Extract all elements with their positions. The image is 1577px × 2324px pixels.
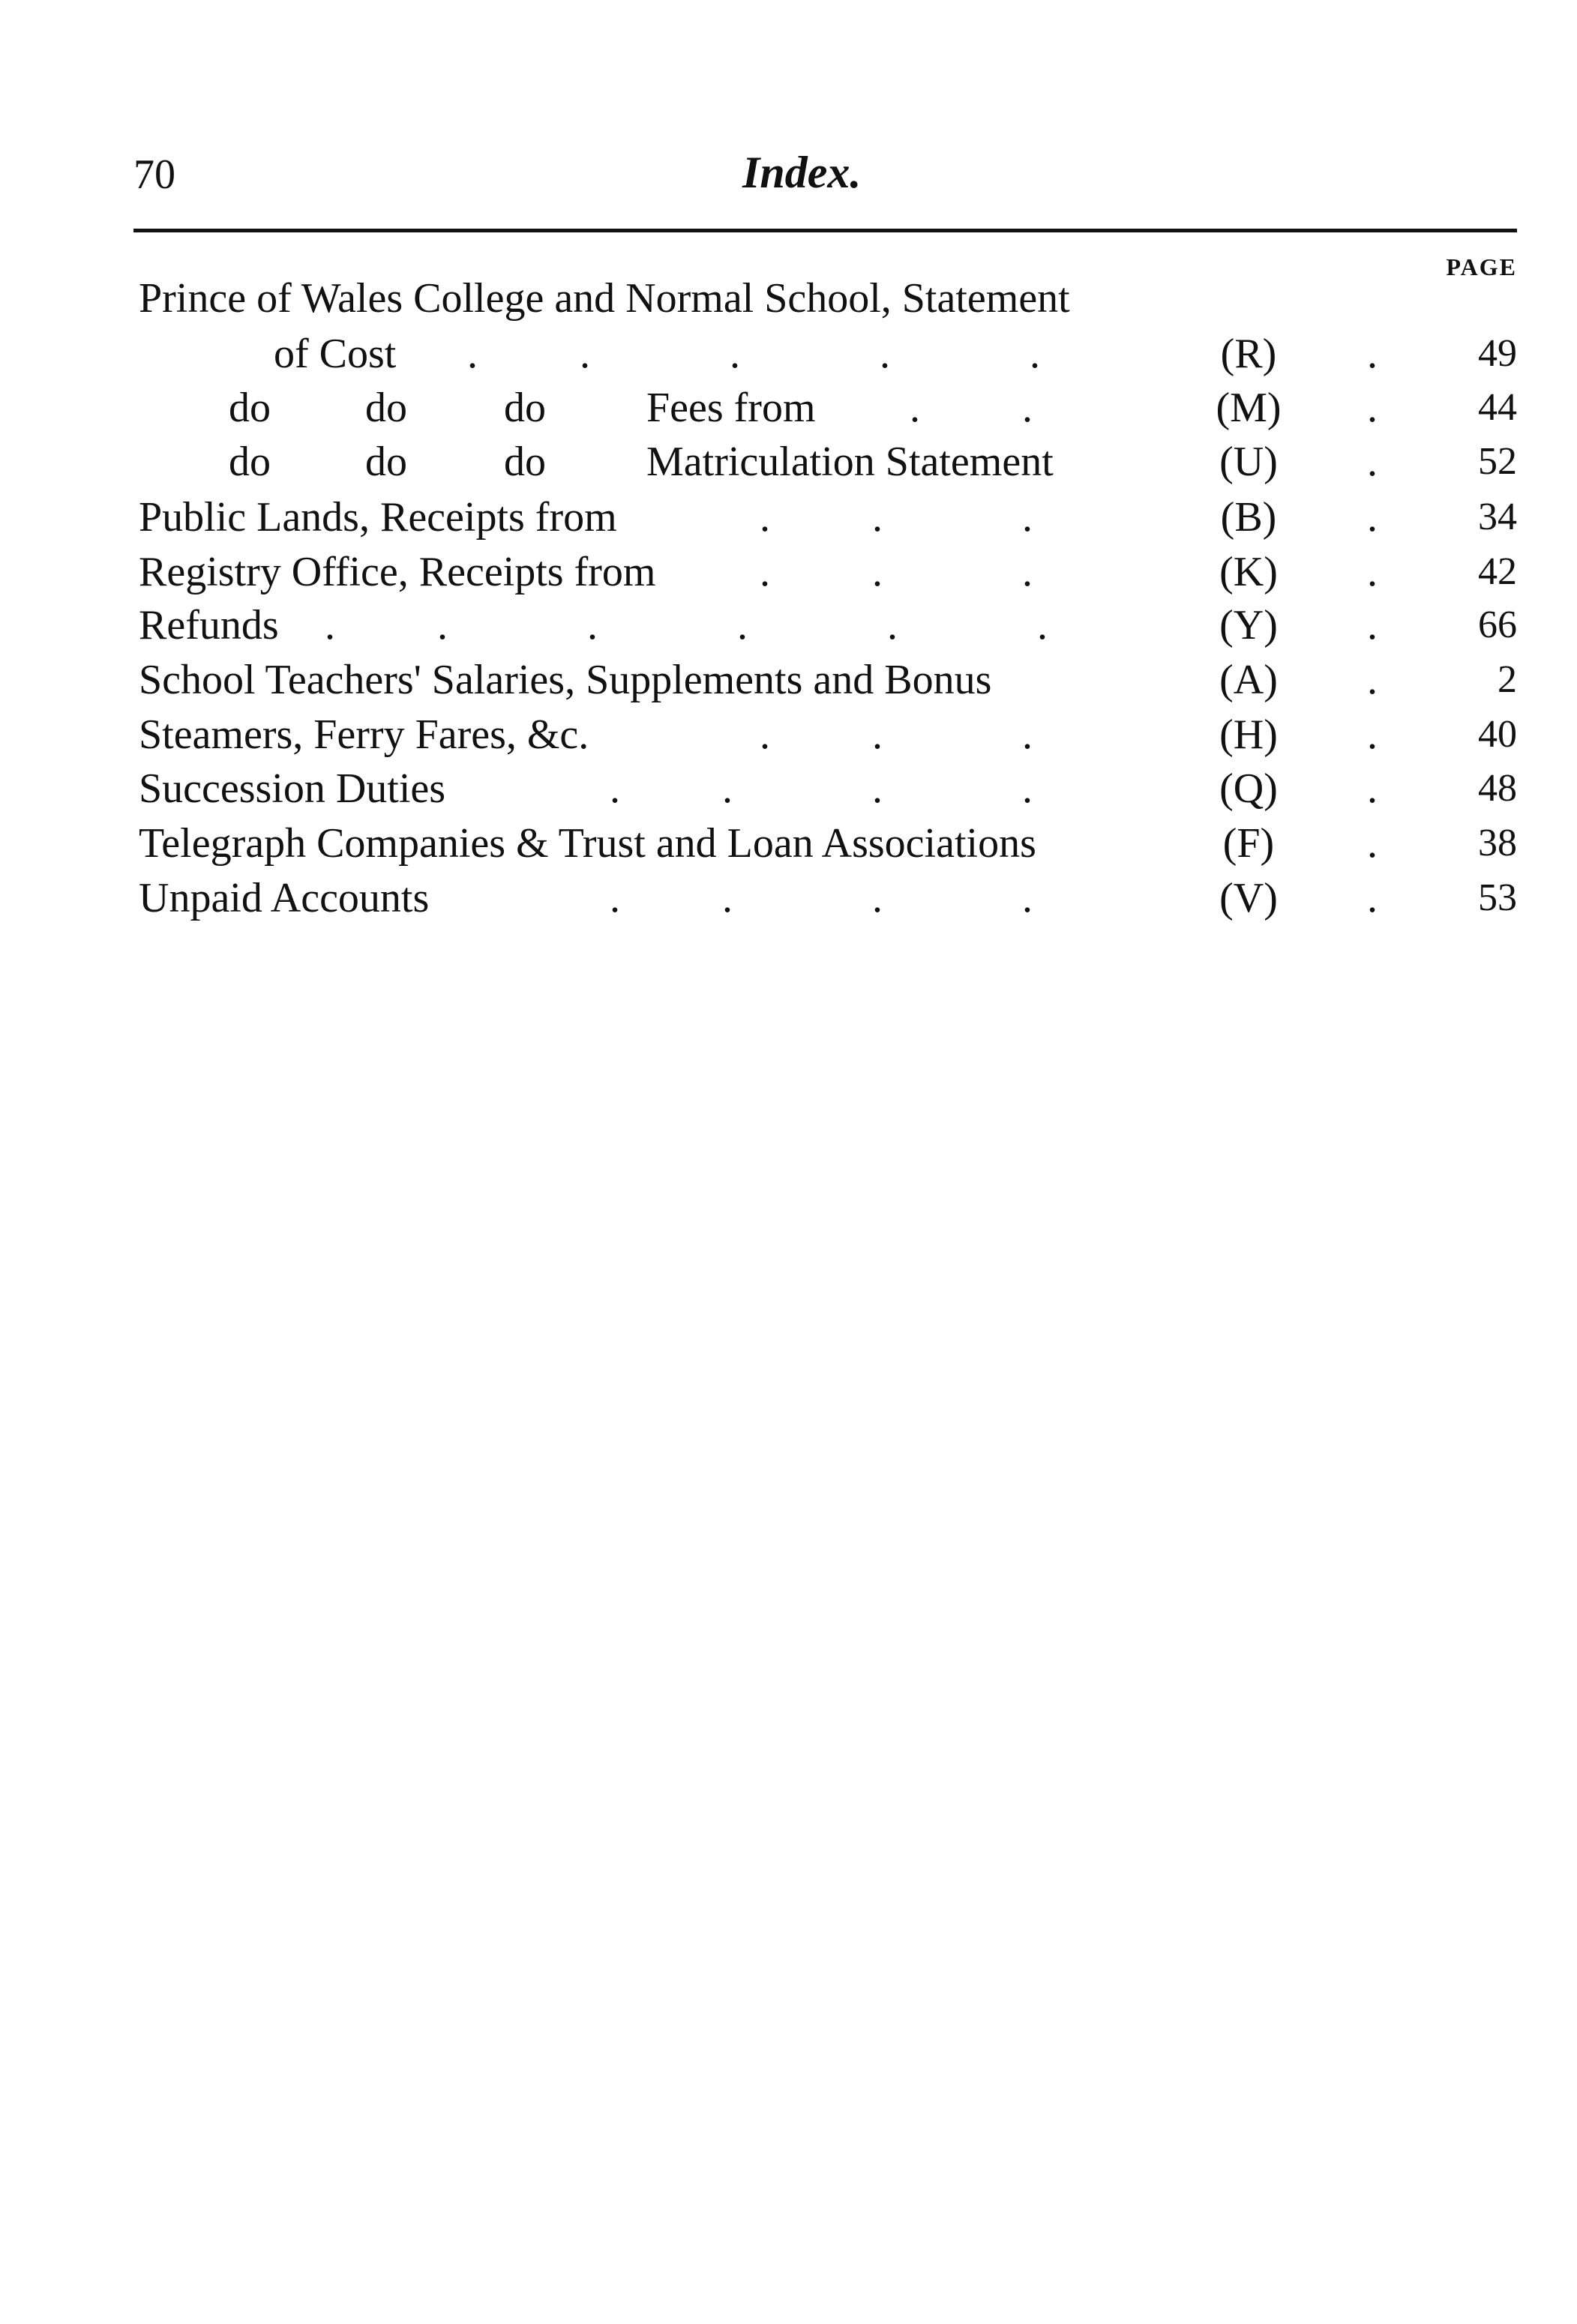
entry-reference: (B) (1220, 494, 1277, 541)
entry-page: 34 (1478, 496, 1517, 538)
entry-reference: (V) (1219, 875, 1278, 921)
entry-reference: (K) (1219, 549, 1278, 595)
ditto-mark: do (365, 439, 407, 485)
separator-dot: . (1367, 765, 1378, 812)
entry-reference: (U) (1219, 439, 1278, 485)
entry-page: 53 (1478, 876, 1517, 919)
entry-title: School Teachers' Salaries, Supplements and Bonus (139, 657, 992, 703)
index-entries (0, 0, 1577, 975)
index-entry-line (0, 381, 1577, 435)
separator-dot: . (1367, 602, 1378, 648)
dot-leaders: . . (910, 385, 1033, 431)
entry-title: Registry Office, Receipts from (139, 549, 656, 595)
separator-dot: . (1367, 820, 1378, 867)
entry-page: 49 (1478, 332, 1517, 375)
index-entry-line (0, 271, 1577, 325)
entry-page: 40 (1478, 713, 1517, 756)
ditto-mark: do (365, 385, 407, 431)
entry-reference: (R) (1220, 331, 1277, 377)
page-column-heading: PAGE (1446, 253, 1517, 280)
entry-title: Matriculation Statement (646, 439, 1054, 485)
entry-page: 52 (1478, 440, 1517, 483)
index-entry-line (0, 762, 1577, 816)
entry-reference: (F) (1222, 820, 1275, 867)
index-entry-line (0, 327, 1577, 381)
dot-leaders: . . . (760, 494, 1033, 541)
entry-page: 48 (1478, 767, 1517, 810)
dot-leaders: . . . (760, 549, 1033, 595)
index-entry-line (0, 435, 1577, 489)
entry-title: Telegraph Companies & Trust and Loan Associations (139, 820, 1036, 867)
entry-title: Succession Duties (139, 765, 446, 812)
entry-title: Prince of Wales College and Normal School, Statement (139, 275, 1070, 322)
separator-dot: . (1367, 657, 1378, 703)
separator-dot: . (1367, 331, 1378, 377)
separator-dot: . (1367, 549, 1378, 595)
entry-title: Steamers, Ferry Fares, &c. (139, 711, 589, 758)
entry-page: 44 (1478, 386, 1517, 429)
entry-reference: (A) (1219, 657, 1278, 703)
index-entry-line (0, 653, 1577, 707)
entry-title: Fees from (646, 385, 816, 431)
entry-title: Refunds (139, 602, 279, 648)
index-entry-line (0, 816, 1577, 870)
index-entry-line (0, 490, 1577, 544)
separator-dot: . (1367, 875, 1378, 921)
entry-page: 42 (1478, 550, 1517, 593)
dot-leaders: . . . . (610, 765, 1033, 812)
separator-dot: . (1367, 385, 1378, 431)
entry-page: 66 (1478, 603, 1517, 646)
ditto-mark: do (504, 439, 546, 485)
running-head: Index. (742, 148, 862, 197)
dot-leaders: . . . . . (467, 331, 1040, 377)
index-entry-line (0, 708, 1577, 762)
dot-leaders: . . . . . . (325, 602, 1048, 648)
entry-title: Unpaid Accounts (139, 875, 430, 921)
entry-continuation: of Cost (274, 331, 397, 377)
entry-page: 2 (1498, 658, 1517, 701)
separator-dot: . (1367, 494, 1378, 541)
index-entry-line (0, 871, 1577, 925)
ditto-mark: do (229, 385, 271, 431)
separator-dot: . (1367, 439, 1378, 485)
dot-leaders: . . . . (610, 875, 1033, 921)
entry-reference: (M) (1216, 385, 1282, 431)
page-number: 70 (133, 151, 175, 198)
ditto-mark: do (229, 439, 271, 485)
index-entry-line (0, 598, 1577, 652)
separator-dot: . (1367, 711, 1378, 758)
entry-reference: (Y) (1219, 602, 1278, 648)
index-entry-line (0, 545, 1577, 599)
entry-reference: (H) (1219, 711, 1278, 758)
entry-title: Public Lands, Receipts from (139, 494, 617, 541)
entry-page: 38 (1478, 822, 1517, 864)
dot-leaders: . . . (760, 711, 1033, 758)
ditto-mark: do (504, 385, 546, 431)
entry-reference: (Q) (1219, 765, 1278, 812)
